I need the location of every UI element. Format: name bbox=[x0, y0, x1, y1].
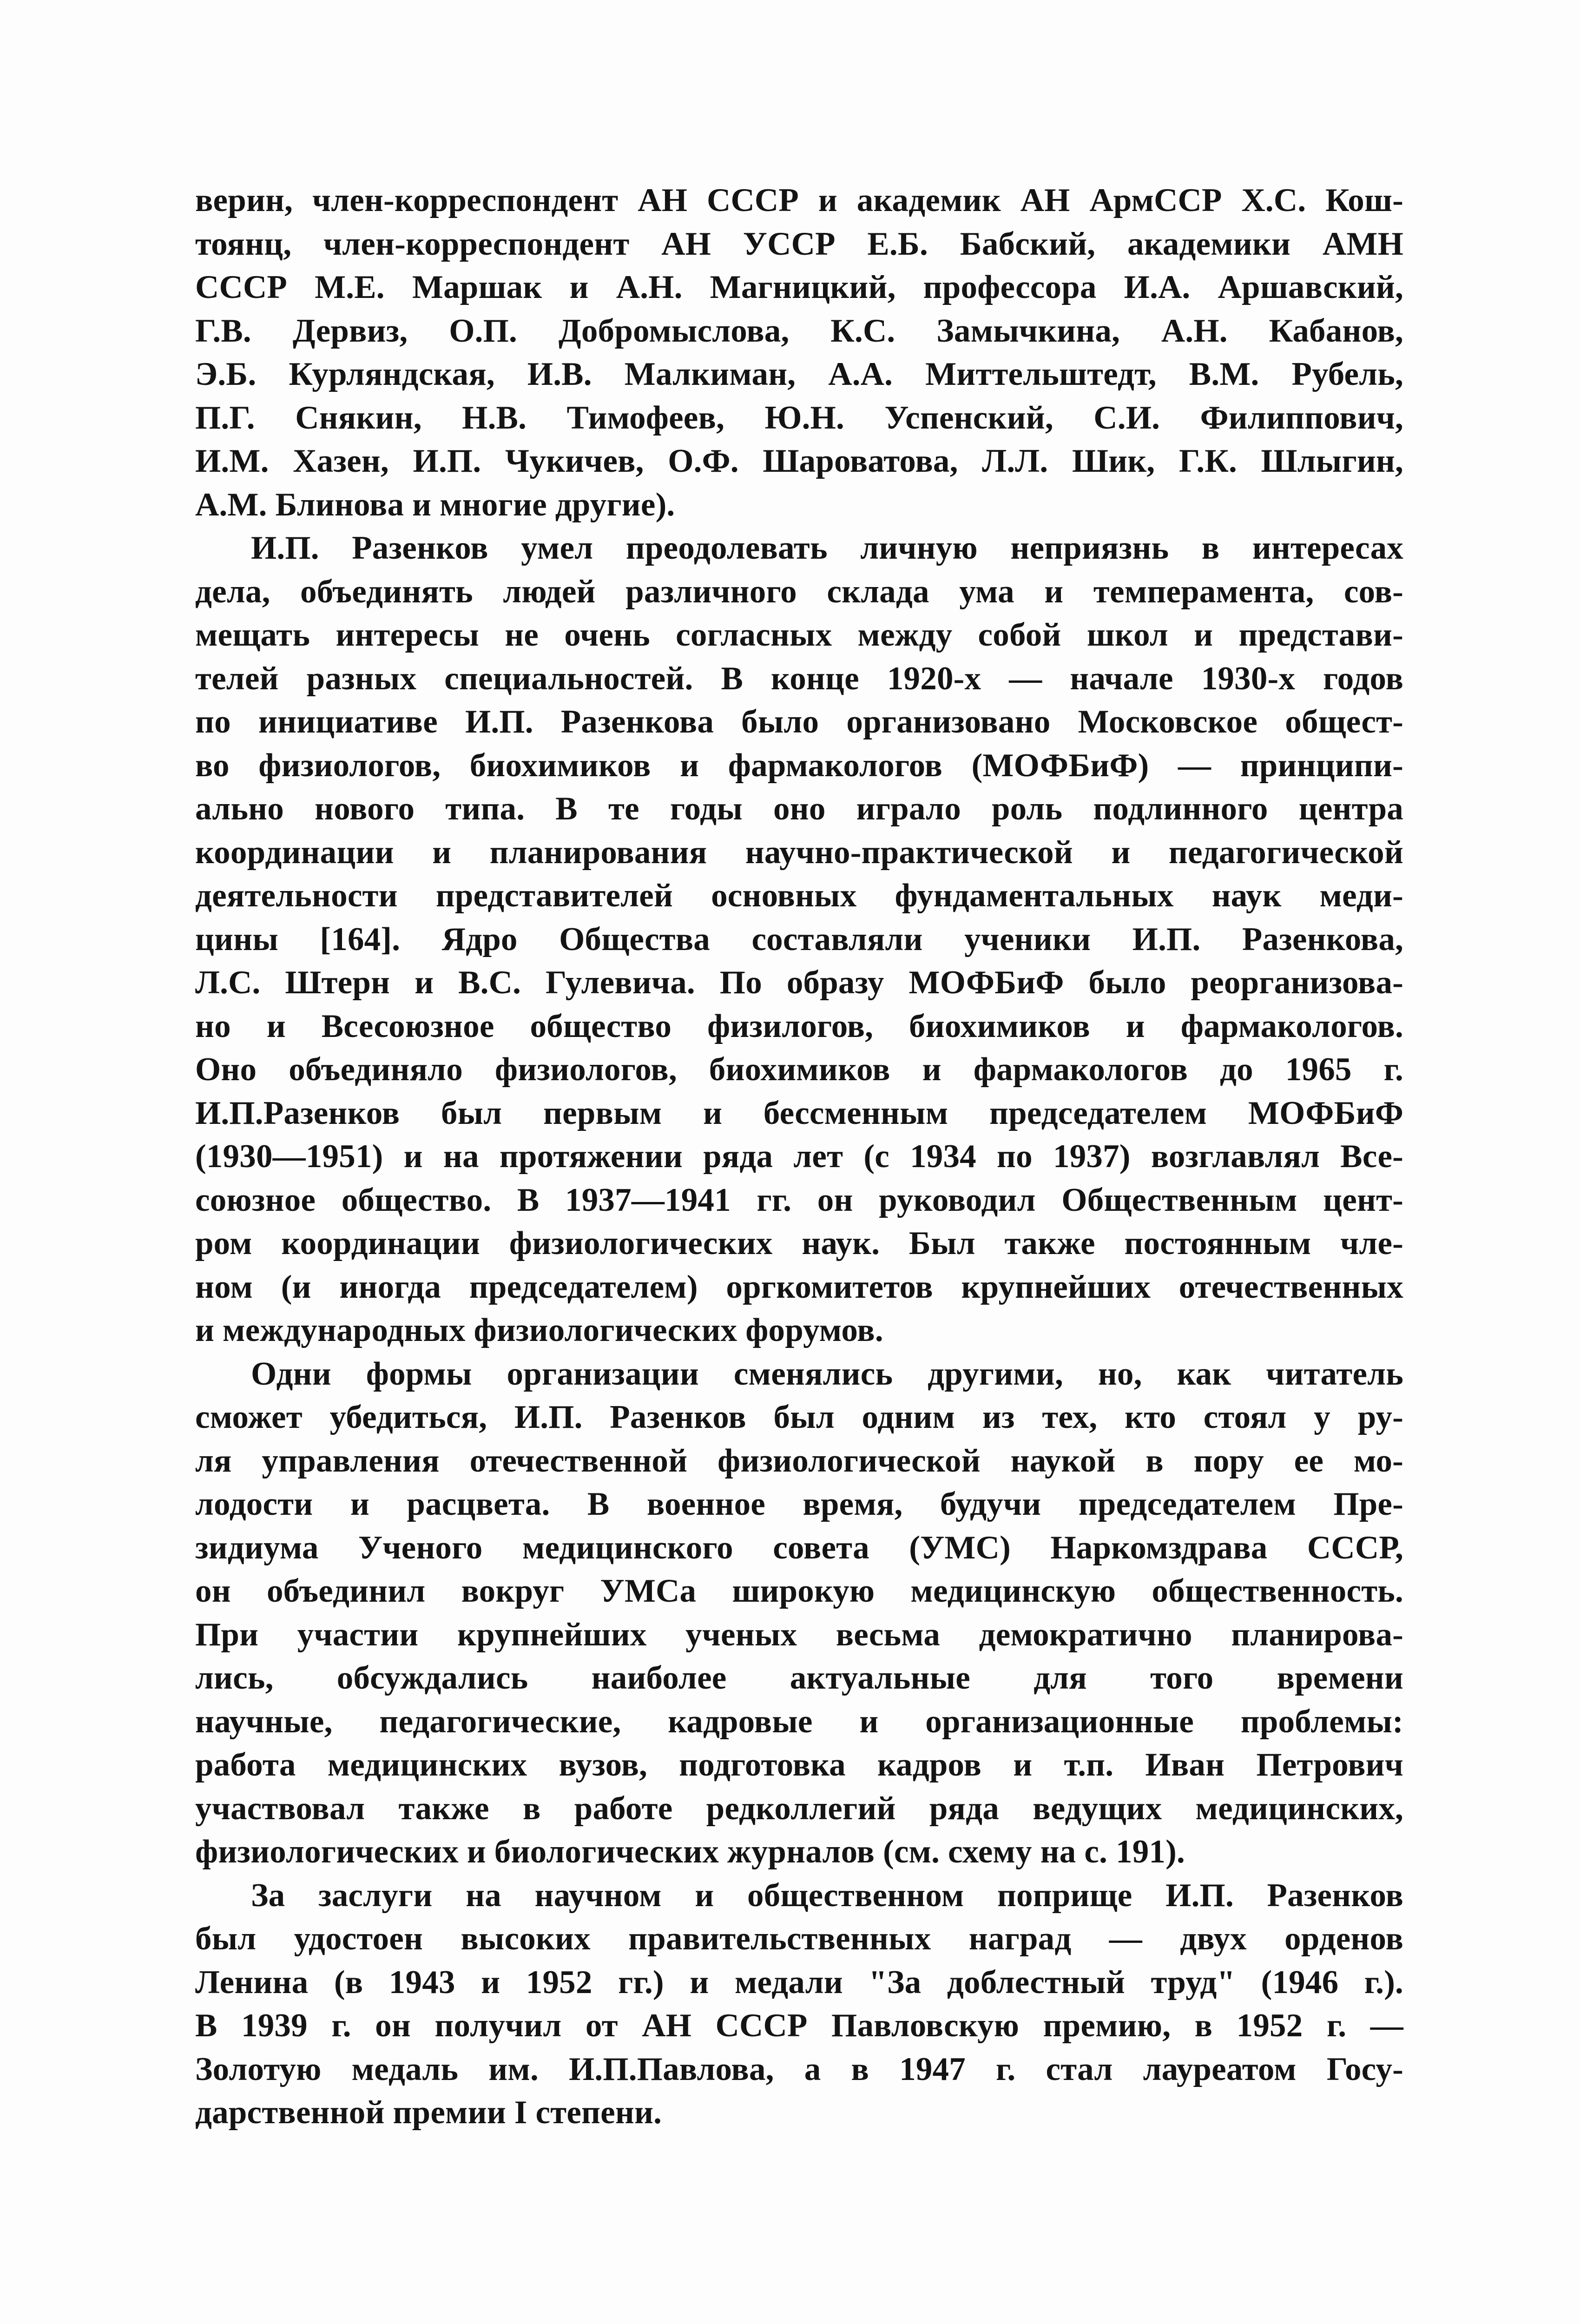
text-line: Одни формы организации сменялись другими, но, как читатель bbox=[251, 1355, 1403, 1392]
text-line: работа медицинских вузов, подготовка кадров и т.п. Иван Петрович bbox=[195, 1747, 1403, 1783]
text-line: сможет убедиться, И.П. Разенков был одним из тех, кто стоял у ру- bbox=[195, 1399, 1403, 1435]
text-line: по инициативе И.П. Разенкова было организовано Московское общест- bbox=[195, 704, 1403, 740]
text-line: деятельности представителей основных фундаментальных наук меди- bbox=[195, 878, 1403, 914]
text-line: участвовал также в работе редколлегий ряда ведущих медицинских, bbox=[195, 1790, 1403, 1827]
text-line: И.М. Хазен, И.П. Чукичев, О.Ф. Шароватова, Л.Л. Шик, Г.К. Шлыгин, bbox=[195, 443, 1403, 479]
text-line: ном (и иногда председателем) оргкомитетов крупнейших отечественных bbox=[195, 1268, 1403, 1305]
text-line: научные, педагогические, кадровые и организационные проблемы: bbox=[195, 1703, 1403, 1740]
text-line: ально нового типа. В те годы оно играло роль подлинного центра bbox=[195, 791, 1403, 827]
text-line: ля управления отечественной физиологической наукой в пору ее мо- bbox=[195, 1442, 1403, 1479]
text-line: цины [164]. Ядро Общества составляли ученики И.П. Разенкова, bbox=[195, 921, 1403, 957]
text-line: Э.Б. Курляндская, И.В. Малкиман, А.А. Миттельштедт, В.М. Рубель, bbox=[195, 356, 1403, 392]
text-line: был удостоен высоких правительственных наград — двух орденов bbox=[195, 1921, 1403, 1957]
paragraph bbox=[195, 179, 1403, 527]
text-line: А.М. Блинова и многие другие). bbox=[195, 486, 675, 523]
text-line: мещать интересы не очень согласных между собой школ и представи- bbox=[195, 617, 1403, 653]
text-line: СССР М.Е. Маршак и А.Н. Магницкий, профессора И.А. Аршавский, bbox=[195, 269, 1403, 305]
text-line: союзное общество. В 1937—1941 гг. он руководил Общественным цент- bbox=[195, 1182, 1403, 1218]
text-line: Золотую медаль им. И.П.Павлова, а в 1947 г. стал лауреатом Госу- bbox=[195, 2051, 1403, 2087]
text-line: и международных физиологических форумов. bbox=[195, 1312, 883, 1348]
text-line: верин, член-корреспондент АН СССР и академик АН АрмССР Х.С. Кош- bbox=[195, 182, 1403, 218]
body-text bbox=[195, 179, 1403, 2135]
text-line: он объединил вокруг УМСа широкую медицинскую общественность. bbox=[195, 1573, 1403, 1609]
text-line: координации и планирования научно-практической и педагогической bbox=[195, 834, 1403, 871]
text-line: дарственной премии I степени. bbox=[195, 2094, 662, 2131]
paragraph bbox=[195, 1353, 1403, 1874]
text-line: При участии крупнейших ученых весьма демократично планирова- bbox=[195, 1616, 1403, 1653]
text-line: но и Всесоюзное общество физилогов, биохимиков и фармакологов. bbox=[195, 1008, 1403, 1044]
text-line: дела, объединять людей различного склада ума и темперамента, сов- bbox=[195, 573, 1403, 610]
text-line: тоянц, член-корреспондент АН УССР Е.Б. Бабский, академики АМН bbox=[195, 225, 1403, 262]
text-line: во физиологов, биохимиков и фармакологов (МОФБиФ) — принципи- bbox=[195, 747, 1403, 784]
text-line: Г.В. Дервиз, О.П. Добромыслова, К.С. Замычкина, А.Н. Кабанов, bbox=[195, 312, 1403, 349]
text-line: За заслуги на научном и общественном поприще И.П. Разенков bbox=[251, 1877, 1403, 1914]
text-line: телей разных специальностей. В конце 1920-х — начале 1930-х годов bbox=[195, 660, 1403, 697]
text-line: И.П. Разенков умел преодолевать личную неприязнь в интересах bbox=[251, 530, 1403, 566]
text-line: (1930—1951) и на протяжении ряда лет (с 1934 по 1937) возглавлял Все- bbox=[195, 1138, 1403, 1175]
paragraph bbox=[195, 527, 1403, 1353]
text-line: П.Г. Снякин, Н.В. Тимофеев, Ю.Н. Успенский, С.И. Филиппович, bbox=[195, 399, 1403, 436]
text-line: Оно объединяло физиологов, биохимиков и фармакологов до 1965 г. bbox=[195, 1051, 1403, 1088]
text-line: физиологических и биологических журналов (см. схему на с. 191). bbox=[195, 1834, 1185, 1870]
text-line: В 1939 г. он получил от АН СССР Павловскую премию, в 1952 г. — bbox=[195, 2007, 1403, 2044]
text-line: ром координации физиологических наук. Был также постоянным чле- bbox=[195, 1225, 1403, 1261]
text-line: Ленина (в 1943 и 1952 гг.) и медали "За доблестный труд" (1946 г.). bbox=[195, 1964, 1403, 2000]
text-line: лодости и расцвета. В военное время, будучи председателем Пре- bbox=[195, 1486, 1403, 1522]
text-line: лись, обсуждались наиболее актуальные для того времени bbox=[195, 1660, 1403, 1696]
paragraph bbox=[195, 1874, 1403, 2135]
text-line: зидиума Ученого медицинского совета (УМС) Наркомздрава СССР, bbox=[195, 1529, 1403, 1566]
text-line: И.П.Разенков был первым и бессменным председателем МОФБиФ bbox=[195, 1095, 1403, 1131]
text-line: Л.С. Штерн и В.С. Гулевича. По образу МОФБиФ было реорганизова- bbox=[195, 964, 1403, 1001]
